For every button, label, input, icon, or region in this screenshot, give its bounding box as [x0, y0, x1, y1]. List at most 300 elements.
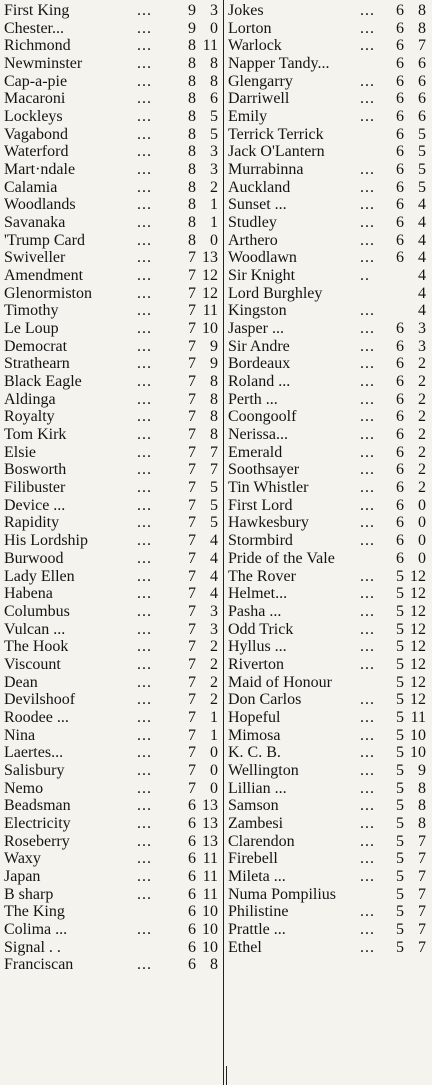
- leader-dots: ...: [360, 797, 375, 815]
- leader-dots: ...: [137, 655, 152, 673]
- value-secondary: 0: [418, 532, 426, 550]
- leader-dots: ...: [137, 320, 152, 338]
- value-secondary: 8: [210, 373, 218, 391]
- leader-dots: ...: [360, 337, 375, 355]
- value-primary: 7: [188, 655, 196, 673]
- value-primary: 6: [188, 885, 196, 903]
- list-item: [228, 727, 428, 745]
- list-item: [4, 2, 226, 20]
- entry-name: Mimosa: [228, 726, 281, 744]
- value-secondary: 8: [418, 797, 426, 815]
- entry-name: Jokes: [228, 2, 264, 19]
- value-secondary: 12: [410, 673, 426, 691]
- list-item: [4, 939, 226, 957]
- list-item: [228, 179, 428, 197]
- value-primary: 7: [188, 620, 196, 638]
- value-secondary: 8: [210, 72, 218, 90]
- list-item: [4, 90, 226, 108]
- value-secondary: 4: [210, 585, 218, 603]
- leader-dots: ...: [137, 443, 152, 461]
- entry-name: His Lordship: [4, 532, 88, 550]
- entry-name: Clarendon: [228, 832, 295, 850]
- list-item: [4, 391, 226, 409]
- leader-dots: ...: [137, 567, 152, 585]
- leader-dots: ...: [360, 691, 375, 709]
- value-primary: 5: [396, 620, 404, 638]
- list-item: [228, 461, 428, 479]
- entry-name: Elsie: [4, 443, 36, 461]
- value-secondary: 4: [418, 214, 426, 232]
- list-item: [228, 656, 428, 674]
- value-primary: 8: [188, 161, 196, 179]
- value-primary: 7: [188, 567, 196, 585]
- entry-name: Stormbird: [228, 532, 293, 550]
- entry-name: Aldinga: [4, 390, 56, 408]
- leader-dots: ...: [137, 885, 152, 903]
- entry-name: Maid of Honour: [228, 673, 332, 691]
- list-item: [228, 196, 428, 214]
- entry-name: Strathearn: [4, 355, 70, 373]
- leader-dots: ...: [137, 178, 152, 196]
- leader-dots: ...: [137, 390, 152, 408]
- list-item: [4, 691, 226, 709]
- value-primary: 9: [188, 2, 196, 19]
- list-item: [228, 108, 428, 126]
- entry-name: Mart·ndale: [4, 161, 76, 179]
- entry-name: Democrat: [4, 337, 68, 355]
- entry-name: Viscount: [4, 655, 61, 673]
- value-secondary: 5: [210, 108, 218, 126]
- value-secondary: 5: [210, 496, 218, 514]
- value-primary: 6: [188, 797, 196, 815]
- list-item: [4, 621, 226, 639]
- value-primary: 7: [188, 708, 196, 726]
- list-item: [4, 762, 226, 780]
- value-secondary: 11: [202, 37, 218, 55]
- entry-name: Roland ...: [228, 373, 291, 391]
- list-item: [4, 568, 226, 586]
- value-secondary: 1: [210, 214, 218, 232]
- value-primary: 5: [396, 903, 404, 921]
- entry-name: Electricity: [4, 814, 71, 832]
- value-secondary: 7: [210, 461, 218, 479]
- value-secondary: 2: [418, 443, 426, 461]
- value-secondary: 7: [210, 443, 218, 461]
- value-primary: 6: [396, 443, 404, 461]
- value-primary: 5: [396, 726, 404, 744]
- value-secondary: 6: [418, 55, 426, 73]
- leader-dots: ...: [360, 655, 375, 673]
- value-secondary: 0: [210, 231, 218, 249]
- value-primary: 7: [188, 744, 196, 762]
- value-secondary: 4: [418, 267, 426, 285]
- entry-name: Emily: [228, 108, 268, 126]
- entry-name: Amendment: [4, 267, 84, 285]
- list-item: [228, 479, 428, 497]
- entry-name: Signal . .: [4, 938, 61, 956]
- value-primary: 6: [188, 903, 196, 921]
- list-item: [228, 532, 428, 550]
- entry-name: Jack O'Lantern: [228, 143, 325, 161]
- entry-name: Coongoolf: [228, 408, 297, 426]
- leader-dots: ...: [137, 920, 152, 938]
- list-item: [4, 249, 226, 267]
- leader-dots: ...: [137, 956, 152, 974]
- value-primary: 5: [396, 920, 404, 938]
- value-primary: 6: [396, 37, 404, 55]
- value-secondary: 7: [418, 832, 426, 850]
- entry-name: Murrabinna: [228, 161, 304, 179]
- leader-dots: ...: [360, 19, 375, 37]
- value-secondary: 4: [418, 302, 426, 320]
- leader-dots: ...: [137, 514, 152, 532]
- entry-name: Pride of the Vale: [228, 549, 335, 567]
- leader-dots: ...: [360, 37, 375, 55]
- entry-name: Newminster: [4, 55, 83, 73]
- value-secondary: 0: [210, 744, 218, 762]
- entry-name: Darriwell: [228, 90, 290, 108]
- leader-dots: ...: [360, 620, 375, 638]
- entry-name: Dean: [4, 673, 38, 691]
- value-secondary: 9: [210, 355, 218, 373]
- value-primary: 6: [396, 373, 404, 391]
- value-secondary: 10: [202, 920, 218, 938]
- value-secondary: 8: [210, 408, 218, 426]
- entry-name: Chester...: [4, 19, 64, 37]
- entry-name: Nerissa...: [228, 426, 288, 444]
- entry-name: Glengarry: [228, 72, 293, 90]
- entry-name: Sir Knight: [228, 267, 296, 285]
- entry-name: Roseberry: [4, 832, 70, 850]
- leader-dots: ...: [137, 673, 152, 691]
- value-primary: 8: [188, 125, 196, 143]
- leader-dots: ...: [137, 691, 152, 709]
- value-primary: 6: [188, 814, 196, 832]
- value-secondary: 13: [202, 797, 218, 815]
- entry-name: Lorton: [228, 19, 272, 37]
- value-secondary: 5: [418, 161, 426, 179]
- value-primary: 7: [188, 337, 196, 355]
- value-secondary: 10: [410, 726, 426, 744]
- entry-name: Sir Andre: [228, 337, 290, 355]
- value-primary: 7: [188, 479, 196, 497]
- value-secondary: 7: [418, 867, 426, 885]
- leader-dots: ...: [360, 90, 375, 108]
- value-secondary: 4: [210, 532, 218, 550]
- list-item: [228, 815, 428, 833]
- list-item: [4, 214, 226, 232]
- value-secondary: 11: [202, 867, 218, 885]
- leader-dots: ...: [360, 814, 375, 832]
- list-item: [4, 815, 226, 833]
- list-item: [228, 850, 428, 868]
- list-item: [228, 709, 428, 727]
- list-item: [228, 744, 428, 762]
- value-primary: 6: [396, 532, 404, 550]
- leader-dots: ...: [137, 37, 152, 55]
- value-primary: 7: [188, 408, 196, 426]
- entry-name: Lockleys: [4, 108, 63, 126]
- value-secondary: 0: [210, 19, 218, 37]
- entry-name: Kingston: [228, 302, 287, 320]
- leader-dots: ...: [137, 708, 152, 726]
- leader-dots: ...: [137, 832, 152, 850]
- entry-name: Salisbury: [4, 761, 65, 779]
- entry-name: Roodee ...: [4, 708, 69, 726]
- value-primary: 6: [396, 90, 404, 108]
- list-item: [4, 674, 226, 692]
- value-secondary: 10: [410, 744, 426, 762]
- value-primary: 6: [396, 108, 404, 126]
- list-item: [228, 868, 428, 886]
- entry-name: Mileta ...: [228, 867, 286, 885]
- value-primary: 6: [396, 231, 404, 249]
- value-primary: 6: [396, 479, 404, 497]
- list-item: [228, 55, 428, 73]
- list-item: [228, 903, 428, 921]
- list-item: [4, 497, 226, 515]
- value-primary: 5: [396, 761, 404, 779]
- entry-name: Zambesi: [228, 814, 284, 832]
- leader-dots: ...: [360, 390, 375, 408]
- value-secondary: 2: [418, 373, 426, 391]
- value-secondary: 1: [210, 726, 218, 744]
- leader-dots: ...: [360, 726, 375, 744]
- value-primary: 7: [188, 532, 196, 550]
- value-secondary: 5: [210, 479, 218, 497]
- value-secondary: 1: [210, 708, 218, 726]
- list-item: [4, 355, 226, 373]
- list-item: [228, 638, 428, 656]
- value-secondary: 3: [210, 143, 218, 161]
- entry-name: Odd Trick: [228, 620, 294, 638]
- value-secondary: 6: [418, 72, 426, 90]
- leader-dots: ...: [360, 602, 375, 620]
- leader-dots: ...: [360, 161, 375, 179]
- list-item: [4, 727, 226, 745]
- value-secondary: 12: [410, 620, 426, 638]
- leader-dots: ...: [137, 797, 152, 815]
- value-secondary: 3: [210, 620, 218, 638]
- value-secondary: 12: [202, 284, 218, 302]
- value-primary: 6: [396, 337, 404, 355]
- value-primary: 6: [188, 938, 196, 956]
- leader-dots: ...: [137, 726, 152, 744]
- value-primary: 7: [188, 284, 196, 302]
- leader-dots: ...: [360, 302, 375, 320]
- leader-dots: ...: [137, 2, 152, 19]
- entry-name: Perth ...: [228, 390, 278, 408]
- leader-dots: ...: [137, 196, 152, 214]
- value-secondary: 2: [210, 691, 218, 709]
- list-item: [4, 426, 226, 444]
- value-primary: 7: [188, 726, 196, 744]
- list-item: [4, 868, 226, 886]
- list-item: [4, 479, 226, 497]
- list-item: [228, 497, 428, 515]
- entry-name: First King: [4, 2, 70, 19]
- list-item: [228, 249, 428, 267]
- value-secondary: 11: [410, 708, 426, 726]
- value-primary: 6: [396, 461, 404, 479]
- leader-dots: ...: [360, 196, 375, 214]
- leader-dots: ...: [137, 72, 152, 90]
- value-primary: 8: [188, 231, 196, 249]
- value-primary: 5: [396, 832, 404, 850]
- value-primary: 8: [188, 37, 196, 55]
- leader-dots: ...: [360, 231, 375, 249]
- value-secondary: 7: [418, 37, 426, 55]
- leader-dots: ...: [137, 814, 152, 832]
- leader-dots: ...: [360, 638, 375, 656]
- leader-dots: ...: [360, 850, 375, 868]
- value-primary: 8: [188, 214, 196, 232]
- list-item: [228, 126, 428, 144]
- leader-dots: ...: [360, 408, 375, 426]
- value-primary: 7: [188, 461, 196, 479]
- list-item: [228, 780, 428, 798]
- list-item: [228, 214, 428, 232]
- value-secondary: 10: [202, 903, 218, 921]
- list-item: [228, 691, 428, 709]
- value-primary: 8: [188, 196, 196, 214]
- value-secondary: 2: [418, 355, 426, 373]
- value-primary: 6: [188, 920, 196, 938]
- list-item: [4, 956, 226, 974]
- list-item: [228, 373, 428, 391]
- list-item: [4, 444, 226, 462]
- entry-name: K. C. B.: [228, 744, 281, 762]
- list-item: [4, 373, 226, 391]
- value-secondary: 11: [202, 850, 218, 868]
- list-item: [4, 73, 226, 91]
- list-item: [228, 886, 428, 904]
- entry-name: Woodlands: [4, 196, 76, 214]
- list-item: [228, 73, 428, 91]
- entry-name: Le Loup: [4, 320, 59, 338]
- entry-name: Habena: [4, 585, 53, 603]
- leader-dots: ...: [137, 779, 152, 797]
- value-primary: 7: [188, 496, 196, 514]
- list-item: [4, 408, 226, 426]
- list-item: [4, 656, 226, 674]
- value-primary: 7: [188, 320, 196, 338]
- entry-name: Riverton: [228, 655, 284, 673]
- entry-name: Calamia: [4, 178, 58, 196]
- entry-name: Samson: [228, 797, 279, 815]
- list-item: [4, 179, 226, 197]
- list-item: [228, 585, 428, 603]
- list-item: [4, 514, 226, 532]
- list-item: [4, 320, 226, 338]
- leader-dots: ...: [360, 426, 375, 444]
- value-primary: 6: [396, 514, 404, 532]
- leader-dots: ...: [137, 125, 152, 143]
- list-item: [4, 780, 226, 798]
- value-primary: 7: [188, 585, 196, 603]
- entry-name: Nina: [4, 726, 36, 744]
- value-secondary: 7: [418, 920, 426, 938]
- value-primary: 5: [396, 867, 404, 885]
- list-item: [4, 532, 226, 550]
- list-item: [4, 302, 226, 320]
- value-secondary: 4: [210, 549, 218, 567]
- entry-name: Woodlawn: [228, 249, 297, 267]
- leader-dots: ...: [360, 72, 375, 90]
- leader-dots: ...: [360, 461, 375, 479]
- value-primary: 6: [396, 143, 404, 161]
- list-item: [4, 903, 226, 921]
- value-secondary: 8: [210, 55, 218, 73]
- entry-name: Vagabond: [4, 125, 68, 143]
- list-item: [228, 568, 428, 586]
- value-secondary: 2: [418, 426, 426, 444]
- value-secondary: 9: [210, 337, 218, 355]
- entry-name: Rapidity: [4, 514, 60, 532]
- value-secondary: 12: [410, 602, 426, 620]
- leader-dots: ...: [360, 249, 375, 267]
- leader-dots: ...: [360, 355, 375, 373]
- value-secondary: 3: [210, 602, 218, 620]
- value-primary: 5: [396, 567, 404, 585]
- value-primary: 5: [396, 744, 404, 762]
- entry-name: Tin Whistler: [228, 479, 309, 497]
- leader-dots: ...: [360, 903, 375, 921]
- list-item: [228, 320, 428, 338]
- value-primary: 6: [396, 125, 404, 143]
- value-secondary: 12: [410, 567, 426, 585]
- value-secondary: 4: [418, 284, 426, 302]
- value-secondary: 1: [210, 196, 218, 214]
- entry-name: Colima ...: [4, 920, 68, 938]
- value-primary: 5: [396, 814, 404, 832]
- leader-dots: ...: [137, 408, 152, 426]
- entry-name: Pasha ...: [228, 602, 282, 620]
- leader-dots: ...: [360, 532, 375, 550]
- list-item: [4, 550, 226, 568]
- value-secondary: 7: [418, 938, 426, 956]
- entry-name: The Rover: [228, 567, 296, 585]
- list-item: [228, 285, 428, 303]
- list-item: [228, 355, 428, 373]
- value-secondary: 2: [418, 479, 426, 497]
- entry-name: Don Carlos: [228, 691, 302, 709]
- value-primary: 7: [188, 673, 196, 691]
- value-secondary: 12: [202, 267, 218, 285]
- list-item: [228, 797, 428, 815]
- entry-name: Terrick Terrick: [228, 125, 324, 143]
- list-item: [228, 550, 428, 568]
- list-item: [4, 232, 226, 250]
- value-secondary: 13: [202, 814, 218, 832]
- value-primary: 7: [188, 443, 196, 461]
- leader-dots: ...: [360, 108, 375, 126]
- entry-name: Laertes...: [4, 744, 64, 762]
- value-secondary: 4: [210, 567, 218, 585]
- value-primary: 5: [396, 655, 404, 673]
- entry-name: Beadsman: [4, 797, 71, 815]
- entry-name: Numa Pompilius: [228, 885, 337, 903]
- entry-name: Cap-a-pie: [4, 72, 68, 90]
- entry-name: Device ...: [4, 496, 66, 514]
- leader-dots: ...: [360, 2, 375, 19]
- leader-dots: ...: [137, 55, 152, 73]
- value-primary: 6: [396, 408, 404, 426]
- value-primary: 6: [396, 320, 404, 338]
- list-item: [228, 674, 428, 692]
- leader-dots: ...: [137, 373, 152, 391]
- value-secondary: 12: [410, 691, 426, 709]
